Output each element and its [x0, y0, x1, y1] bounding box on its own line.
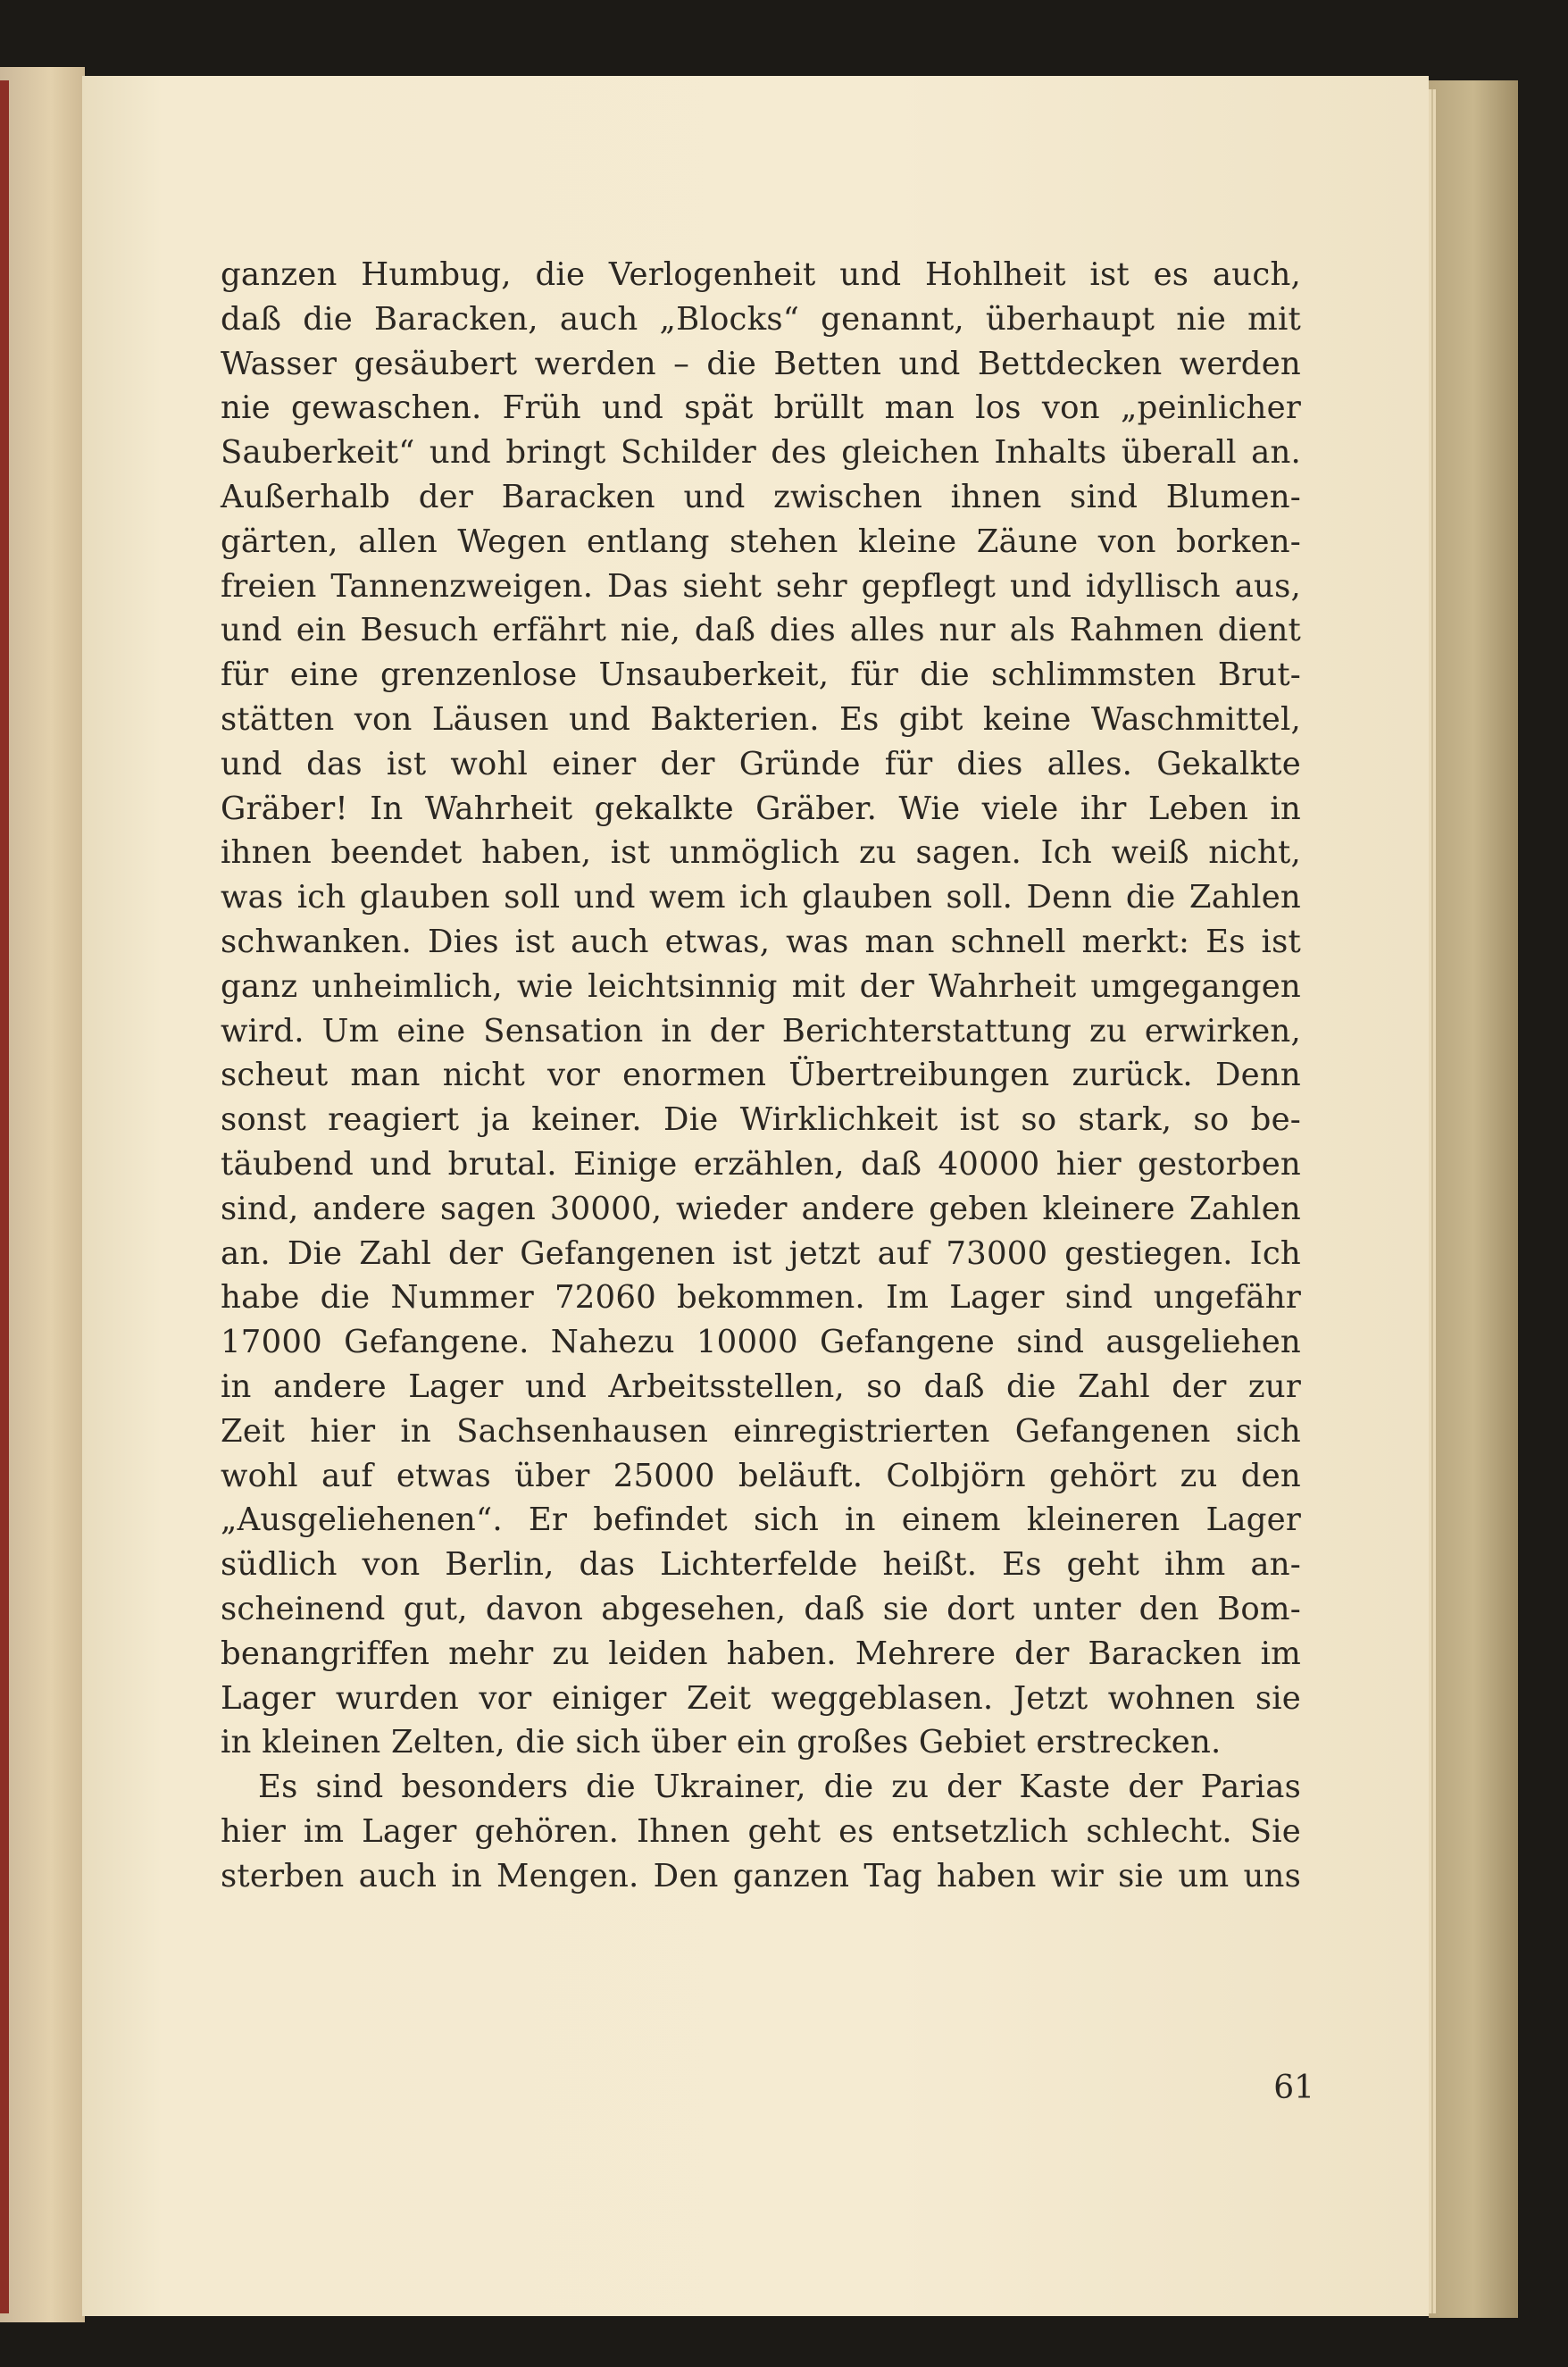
text-line: und ein Besuch erfährt nie, daß dies alles nur als Rahmen dient	[221, 612, 1301, 649]
text-line: ganzen Humbug, die Verlogenheit und Hohlheit ist es auch,	[221, 256, 1301, 293]
text-line: wohl auf etwas über 25000 beläuft. Colbjörn gehört zu den	[221, 1457, 1301, 1494]
text-line: Wasser gesäubert werden – die Betten und Bettdecken werden	[221, 345, 1301, 382]
text-line: stätten von Läusen und Bakterien. Es gibt keine Waschmittel,	[221, 700, 1301, 738]
text-line: sterben auch in Mengen. Den ganzen Tag haben wir sie um uns	[221, 1857, 1301, 1894]
body-text	[221, 253, 1301, 1898]
book-cover-board	[1429, 80, 1518, 2318]
text-line: Zeit hier in Sachsenhausen einregistrierten Gefangenen sich	[221, 1412, 1301, 1450]
text-line: 17000 Gefangene. Nahezu 10000 Gefangene sind ausgeliehen	[221, 1324, 1301, 1361]
text-line: für eine grenzenlose Unsauberkeit, für die schlimmsten Brut-	[221, 657, 1301, 694]
text-line: ganz unheimlich, wie leichtsinnig mit der Wahrheit umgegangen	[221, 967, 1301, 1005]
text-line: scheinend gut, davon abgesehen, daß sie dort unter den Bom-	[221, 1590, 1301, 1627]
text-line: sonst reagiert ja keiner. Die Wirklichkeit ist so stark, so be-	[221, 1101, 1301, 1139]
book-cover-edge	[0, 80, 9, 2313]
text-line: südlich von Berlin, das Lichterfelde heißt. Es geht ihm an-	[221, 1546, 1301, 1584]
text-line: benangriffen mehr zu leiden haben. Mehrere der Baracken im	[221, 1635, 1301, 1672]
paragraph-1	[221, 253, 1301, 1765]
text-line: Es sind besonders die Ukrainer, die zu der Kaste der Parias	[258, 1769, 1301, 1806]
text-line: an. Die Zahl der Gefangenen ist jetzt auf 73000 gestiegen. Ich	[221, 1234, 1301, 1272]
text-line: Lager wurden vor einiger Zeit weggeblasen. Jetzt wohnen sie	[221, 1679, 1301, 1717]
book-page	[82, 76, 1429, 2316]
text-line: scheut man nicht vor enormen Übertreibungen zurück. Denn	[221, 1057, 1301, 1094]
text-line: in andere Lager und Arbeitsstellen, so daß die Zahl der zur	[221, 1368, 1301, 1405]
text-line: was ich glauben soll und wem ich glauben soll. Denn die Zahlen	[221, 879, 1301, 916]
text-line: hier im Lager gehören. Ihnen geht es entsetzlich schlecht. Sie	[221, 1812, 1301, 1850]
text-line: täubend und brutal. Einige erzählen, daß 40000 hier gestorben	[221, 1145, 1301, 1183]
page-number: 61	[1273, 2070, 1314, 2106]
text-line: gärten, allen Wegen entlang stehen kleine Zäune von borken-	[221, 523, 1301, 560]
text-line: Sauberkeit“ und bringt Schilder des gleichen Inhalts überall an.	[221, 434, 1301, 472]
text-line: schwanken. Dies ist auch etwas, was man schnell merkt: Es ist	[221, 923, 1301, 960]
text-line: wird. Um eine Sensation in der Berichterstattung zu erwirken,	[221, 1012, 1301, 1050]
paragraph-2	[221, 1765, 1301, 1898]
text-line: „Ausgeliehenen“. Er befindet sich in einem kleineren Lager	[221, 1501, 1301, 1539]
text-line: daß die Baracken, auch „Blocks“ genannt, überhaupt nie mit	[221, 300, 1301, 338]
left-page-edge	[0, 67, 85, 2322]
text-line: in kleinen Zelten, die sich über ein großes Gebiet erstrecken.	[221, 1724, 1222, 1761]
text-line: nie gewaschen. Früh und spät brüllt man los von „peinlicher	[221, 389, 1301, 427]
text-line: sind, andere sagen 30000, wieder andere geben kleinere Zahlen	[221, 1190, 1301, 1227]
text-line: ihnen beendet haben, ist unmöglich zu sagen. Ich weiß nicht,	[221, 834, 1301, 872]
text-line: und das ist wohl einer der Gründe für dies alles. Gekalkte	[221, 745, 1301, 782]
text-line: Gräber! In Wahrheit gekalkte Gräber. Wie viele ihr Leben in	[221, 790, 1301, 827]
text-line: freien Tannenzweigen. Das sieht sehr gepflegt und idyllisch aus,	[221, 567, 1301, 605]
text-line: Außerhalb der Baracken und zwischen ihnen sind Blumen-	[221, 478, 1301, 515]
text-line: habe die Nummer 72060 bekommen. Im Lager sind ungefähr	[221, 1279, 1301, 1317]
